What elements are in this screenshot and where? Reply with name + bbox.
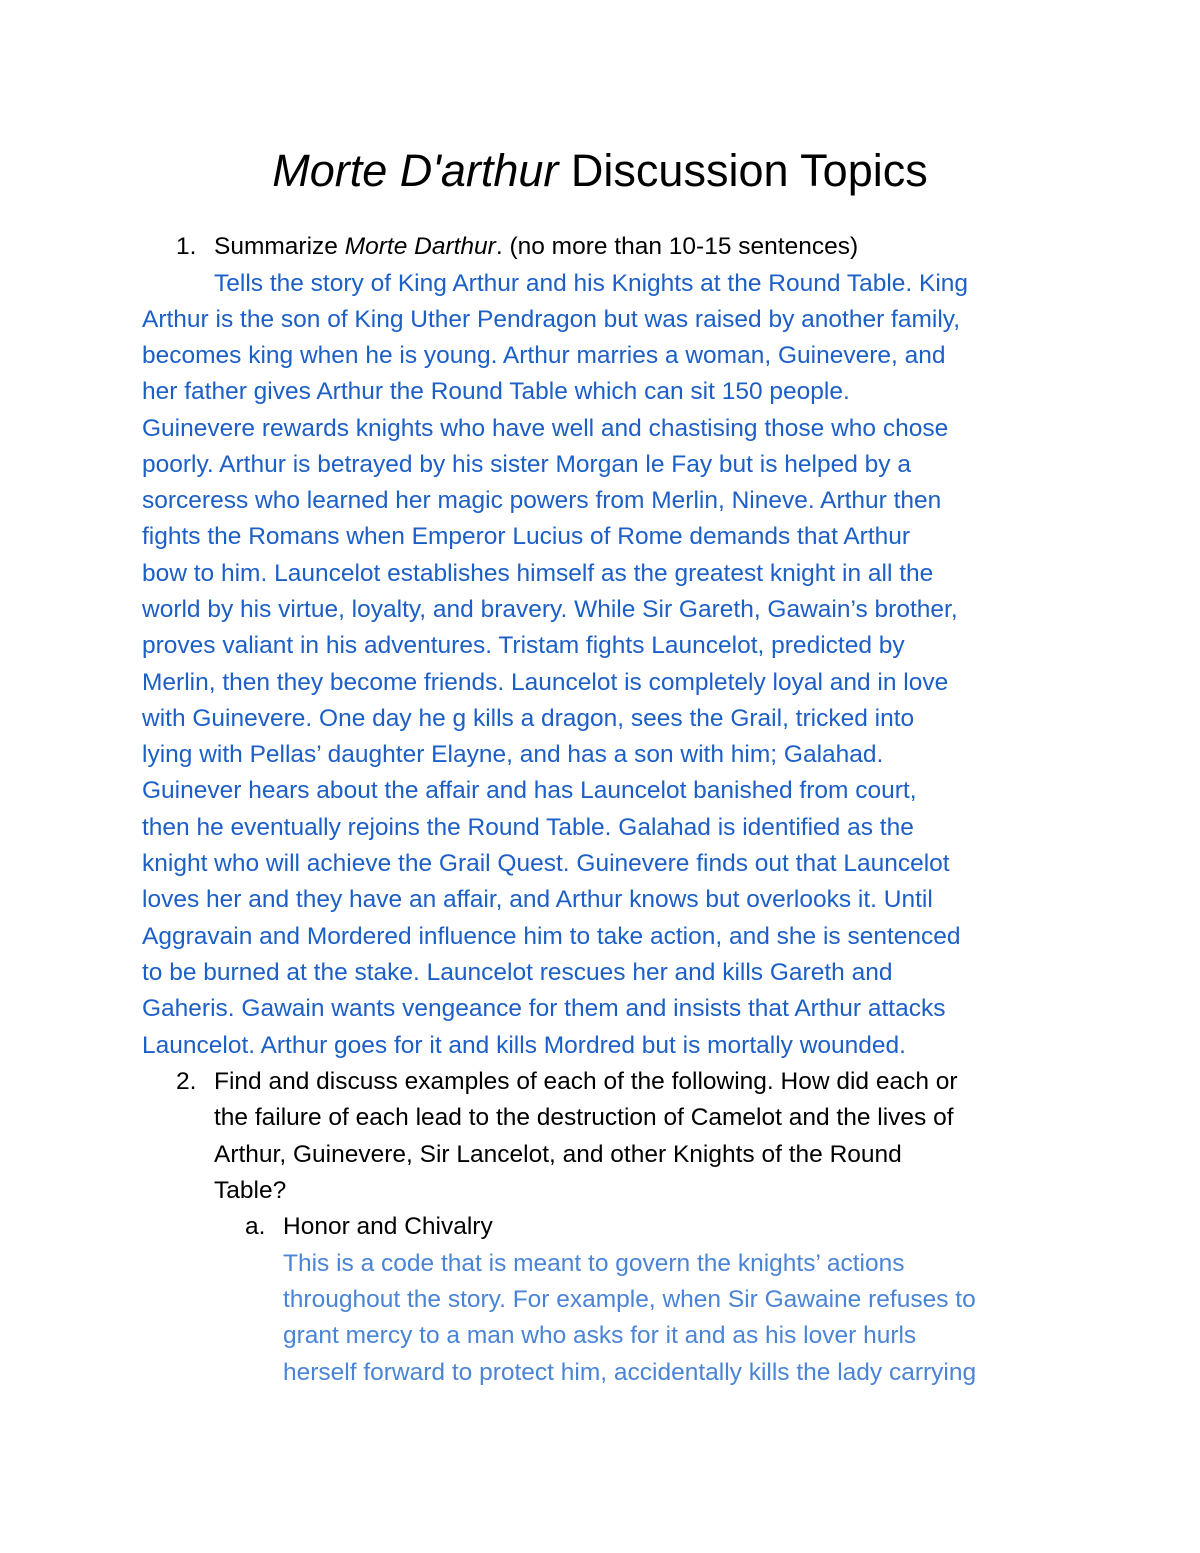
question-2-line: Arthur, Guinevere, Sir Lancelot, and other Knights of the Round: [214, 1141, 902, 1168]
answer-1-line: Aggravain and Mordered influence him to take action, and she is sentenced: [142, 923, 961, 950]
title-italic: Morte D'arthur: [272, 145, 559, 196]
answer-1-line: then he eventually rejoins the Round Table. Galahad is identified as the: [142, 814, 914, 841]
answer-1-line: fights the Romans when Emperor Lucius of Rome demands that Arthur: [142, 523, 911, 550]
answer-1-line: to be burned at the stake. Launcelot rescues her and kills Gareth and: [142, 959, 893, 986]
answer-1-line: Launcelot. Arthur goes for it and kills Mordred but is mortally wounded.: [142, 1032, 906, 1059]
question-2-line: Table?: [214, 1177, 287, 1204]
answer-1-line: her father gives Arthur the Round Table which can sit 150 people.: [142, 378, 850, 405]
answer-1-line: Guinevere rewards knights who have well and chastising those who chose: [142, 415, 949, 442]
question-2a-letter: a.: [245, 1213, 266, 1240]
answer-2a-line: grant mercy to a man who asks for it and as his lover hurls: [283, 1322, 917, 1349]
answer-1-line: loves her and they have an affair, and Arthur knows but overlooks it. Until: [142, 886, 933, 913]
answer-2a-line: This is a code that is meant to govern the knights’ actions: [283, 1250, 905, 1277]
question-1-text: [214, 232, 858, 262]
question-2-line: Find and discuss examples of each of the following. How did each or: [214, 1068, 958, 1095]
answer-2a-line: throughout the story. For example, when Sir Gawaine refuses to: [283, 1286, 976, 1313]
question-1-italic: Morte Darthur: [344, 233, 496, 260]
answer-1-line: proves valiant in his adventures. Tristam fights Launcelot, predicted by: [142, 632, 905, 659]
question-1-prefix: Summarize: [214, 233, 345, 260]
answer-1-line: Arthur is the son of King Uther Pendragon but was raised by another family,: [142, 306, 961, 333]
answer-1-line: Tells the story of King Arthur and his Knights at the Round Table. King: [214, 270, 969, 297]
answer-1-line: lying with Pellas’ daughter Elayne, and has a son with him; Galahad.: [142, 741, 884, 768]
answer-1-line: becomes king when he is young. Arthur marries a woman, Guinevere, and: [142, 342, 946, 369]
answer-2a-line: herself forward to protect him, accidentally kills the lady carrying: [283, 1359, 977, 1386]
question-2-number: 2.: [176, 1068, 197, 1095]
answer-1-line: with Guinevere. One day he g kills a dragon, sees the Grail, tricked into: [142, 705, 915, 732]
answer-1-line: world by his virtue, loyalty, and bravery. While Sir Gareth, Gawain’s brother,: [142, 596, 958, 623]
page-title: [0, 142, 1200, 200]
question-2a-label: Honor and Chivalry: [283, 1213, 493, 1240]
answer-1-line: knight who will achieve the Grail Quest. Guinevere finds out that Launcelot: [142, 850, 950, 877]
answer-1-line: poorly. Arthur is betrayed by his sister Morgan le Fay but is helped by a: [142, 451, 911, 478]
question-1-suffix: . (no more than 10-15 sentences): [495, 233, 859, 260]
answer-1-line: Merlin, then they become friends. Launcelot is completely loyal and in love: [142, 669, 949, 696]
question-2-line: the failure of each lead to the destruction of Camelot and the lives of: [214, 1104, 954, 1131]
answer-1-line: sorceress who learned her magic powers from Merlin, Nineve. Arthur then: [142, 487, 942, 514]
answer-1-line: Guinever hears about the affair and has Launcelot banished from court,: [142, 777, 917, 804]
title-rest: Discussion Topics: [558, 145, 928, 196]
answer-1-line: Gaheris. Gawain wants vengeance for them and insists that Arthur attacks: [142, 995, 946, 1022]
answer-1-line: bow to him. Launcelot establishes himself as the greatest knight in all the: [142, 560, 934, 587]
question-1-number: 1.: [176, 233, 197, 260]
